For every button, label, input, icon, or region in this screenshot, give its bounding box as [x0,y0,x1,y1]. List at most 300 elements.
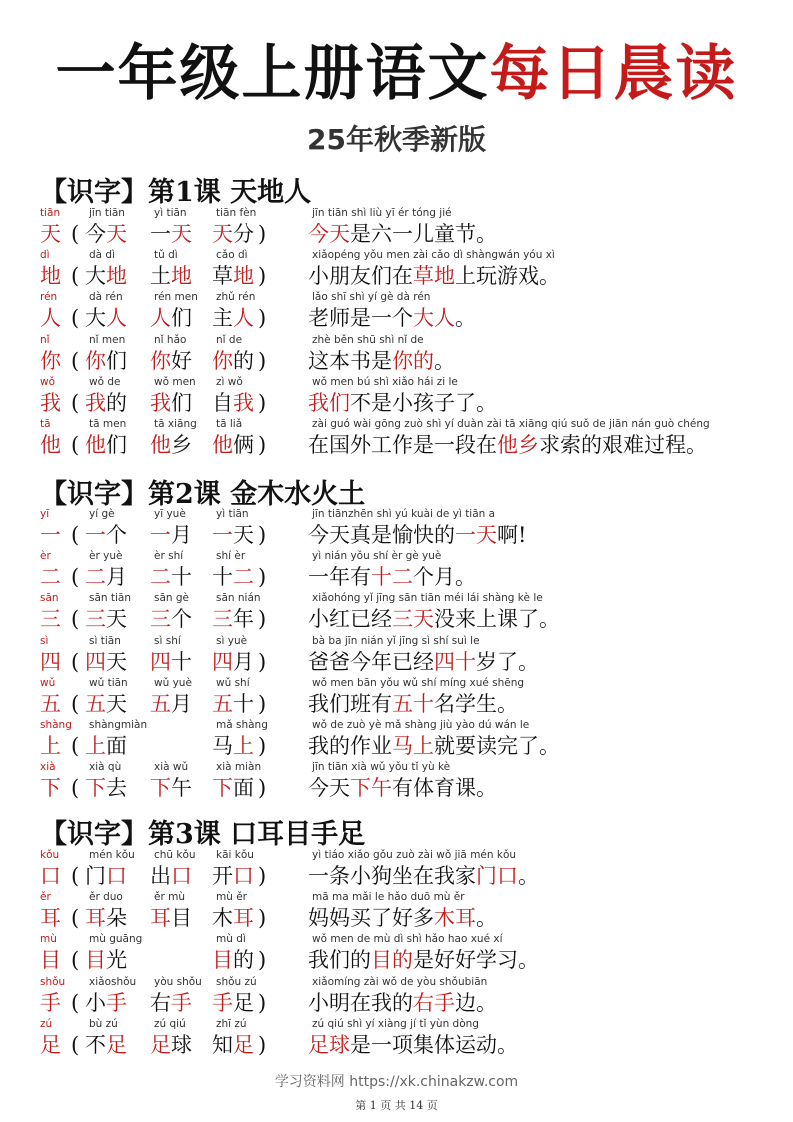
paren-close: ) [258,990,267,1015]
word-char: 大 [85,264,106,289]
word-char: 月 [171,523,192,547]
sentence-pinyin: mā ma mǎi le hǎo duō mù ěr [312,891,465,904]
character-pinyin: rén [40,291,58,304]
word-char: 目 [171,906,192,931]
word-1 [85,347,127,375]
word-2 [150,904,192,932]
word-char: 上 [233,734,254,758]
word-1 [85,521,127,549]
sentence-text: 爸爸今年已经 [308,649,434,674]
paren-open: ( [71,1032,80,1057]
character-row [0,550,793,594]
paren-close: ) [258,565,267,590]
sentence-text: 这本书是 [308,348,392,373]
sentence-text: 今天真是愉快的 [308,523,455,547]
word-char: 十 [171,649,192,674]
character-pinyin: zú [40,1017,53,1030]
word-2 [150,648,192,676]
page-title [0,38,793,110]
word-1 [85,563,127,591]
word-pinyin: tiān fèn [216,207,257,219]
word-pinyin: wǔ yuè [154,676,192,689]
word-char: 地 [106,264,127,289]
word-pinyin: wǒ de [89,375,121,388]
word-pinyin: mén kǒu [89,849,135,861]
word-2 [150,521,192,549]
paren-close: ) [258,348,267,373]
word-pinyin: zhī zú [216,1017,247,1030]
character: 一 [40,523,61,547]
paren-close: ) [258,390,267,415]
character: 你 [40,348,61,373]
sentence-text: 我们的 [308,948,371,973]
character-pinyin: shǒu [40,975,66,988]
word-pinyin: tǔ dì [154,249,178,262]
paren-open: ( [71,948,80,973]
word-char: 十 [233,691,254,716]
footer-website: 学习资料网 https://xk.chinakzw.com [274,1074,519,1090]
word-char: 你 [85,348,106,373]
paren-open: ( [71,264,80,289]
character-pinyin: nǐ [40,333,50,346]
example-sentence [308,989,497,1017]
word-char: 月 [106,565,127,590]
highlighted-word: 十二 [371,565,413,590]
sentence-text: 没来上课了。 [434,607,560,632]
sentence-pinyin: wǒ men bú shì xiǎo hái zi le [312,375,458,388]
word-char: 上 [85,734,106,758]
sentence-text: 。 [434,348,455,373]
sentence-text: 不是小孩子了。 [350,390,497,415]
word-char: 们 [171,390,192,415]
word-char: 分 [233,222,254,246]
character-row [0,719,793,763]
word-3 [212,648,254,676]
sentence-pinyin: yì tiáo xiǎo gǒu zuò zài wǒ jiā mén kǒu [312,849,517,861]
word-char: 四 [85,649,106,674]
sentence-text: 个月。 [413,565,476,590]
paren-close: ) [258,776,267,801]
word-char: 口 [171,864,192,888]
word-2 [150,220,192,248]
word-char: 马 [212,734,233,758]
word-3 [212,904,254,932]
word-char: 的 [233,348,254,373]
word-char: 目 [85,948,106,973]
word-char: 目 [212,948,233,973]
sentence-text: 小红已经 [308,607,392,632]
word-char: 的 [233,948,254,973]
example-sentence [308,605,560,633]
word-pinyin: mù guāng [89,933,143,946]
example-sentence [308,262,560,290]
word-char: 知 [212,1032,233,1057]
paren-close: ) [258,306,267,331]
lesson-heading: 【识字】第2课 金木水火土 [40,479,366,510]
highlighted-word: 右手 [413,990,455,1015]
highlighted-word: 三天 [392,607,434,632]
word-pinyin: cǎo dì [216,249,248,262]
sentence-text: 啊! [497,523,527,547]
character: 天 [40,222,61,246]
word-1 [85,389,127,417]
paren-open: ( [71,734,80,758]
word-pinyin: wǔ tiān [89,676,128,689]
word-char: 他 [150,433,171,457]
word-char: 他 [212,433,233,457]
highlighted-word: 一天 [455,523,497,547]
word-char: 你 [150,348,171,373]
character-row [0,592,793,636]
paren-open: ( [71,864,80,888]
word-char: 四 [212,649,233,674]
sentence-text: 。 [455,306,476,331]
title-part-2: 每日晨读 [489,39,738,109]
sentence-pinyin: xiǎohóng yǐ jīng sān tiān méi lái shàng kè le [312,592,543,605]
character-pinyin: ěr [40,891,51,904]
word-char: 天 [106,691,127,716]
word-pinyin: xiǎoshǒu [89,975,137,988]
word-char: 下 [150,776,171,801]
word-char: 十 [212,565,233,590]
word-char: 右 [150,990,171,1015]
word-pinyin: chū kǒu [154,849,196,861]
word-char: 面 [106,734,127,758]
character: 下 [40,776,61,801]
word-char: 人 [106,306,127,331]
character-pinyin: tiān [40,207,61,219]
character-pinyin: mù [40,933,57,946]
word-pinyin: xià wǔ [154,761,189,774]
sentence-text: 我的作业 [308,734,392,758]
word-pinyin: zì wǒ [216,375,243,388]
highlighted-word: 门口 [476,864,518,888]
word-1 [85,1031,127,1059]
sentence-text: 边。 [455,990,497,1015]
sentence-text: 小明在我的 [308,990,413,1015]
word-2 [150,605,192,633]
word-char: 自 [212,390,233,415]
sentence-pinyin: lǎo shī shì yí gè dà rén [312,291,431,304]
sentence-pinyin: wǒ men de mù dì shì hǎo hao xué xí [312,933,503,946]
word-2 [150,304,192,332]
word-char: 一 [150,222,171,246]
word-1 [85,862,127,890]
paren-open: ( [71,523,80,547]
highlighted-word: 马上 [392,734,434,758]
word-pinyin: ěr duo [89,891,123,904]
word-3 [212,605,254,633]
word-char: 人 [233,306,254,331]
paren-close: ) [258,649,267,674]
paren-open: ( [71,906,80,931]
character: 足 [40,1032,61,1057]
sentence-text: 一条小狗坐在我家 [308,864,476,888]
sentence-pinyin: xiǎopéng yǒu men zài cǎo dì shàngwán yóu xì [312,249,555,262]
character-row [0,891,793,935]
paren-close: ) [258,906,267,931]
word-2 [150,774,192,802]
word-2 [150,347,192,375]
word-1 [85,220,127,248]
title-part-1: 一年级上册语文 [55,39,490,109]
word-char: 球 [171,1032,192,1057]
sentence-pinyin: xiǎomíng zài wǒ de yòu shǒubiān [312,975,488,988]
word-pinyin: xià miàn [216,761,262,774]
sentence-text: 老师是一个 [308,306,413,331]
word-char: 口 [233,864,254,888]
word-char: 不 [85,1032,106,1057]
word-char: 手 [212,990,233,1015]
word-char: 木 [212,906,233,931]
word-pinyin: sān tiān [89,592,132,605]
word-3 [212,304,254,332]
lesson-heading: 【识字】第3课 口耳目手足 [40,819,366,850]
character-row [0,334,793,378]
example-sentence [308,220,497,248]
sentence-pinyin: wǒ de zuò yè mǎ shàng jiù yào dú wán le [312,719,530,731]
character-pinyin: wǒ [40,375,56,388]
word-2 [150,690,192,718]
character-row [0,761,793,805]
word-char: 口 [106,864,127,888]
word-3 [212,732,254,760]
character-row [0,207,793,251]
character-row [0,677,793,721]
word-char: 天 [106,607,127,632]
word-1 [85,648,127,676]
word-char: 朵 [106,906,127,931]
word-pinyin: yī yuè [154,508,186,520]
paren-close: ) [258,433,267,457]
word-char: 们 [106,348,127,373]
character: 我 [40,390,61,415]
character: 耳 [40,906,61,931]
word-char: 主 [212,306,233,331]
word-char: 人 [150,306,171,331]
paren-open: ( [71,306,80,331]
character-pinyin: shàng [40,719,72,731]
word-char: 小 [85,990,106,1015]
example-sentence [308,904,497,932]
word-3 [212,521,254,549]
word-2 [150,989,192,1017]
example-sentence [308,389,497,417]
word-pinyin: sì shí [154,634,181,647]
word-char: 足 [233,1032,254,1057]
word-1 [85,989,127,1017]
example-sentence [308,431,707,459]
character-row [0,508,793,552]
character-row [0,976,793,1020]
example-sentence [308,690,518,718]
word-2 [150,1031,192,1059]
word-pinyin: yí gè [89,508,115,520]
paren-open: ( [71,607,80,632]
sentence-text: 今天 [308,776,350,801]
highlighted-word: 大人 [413,306,455,331]
word-pinyin: shǒu zú [216,975,257,988]
word-pinyin: èr shí [154,550,184,563]
word-pinyin: nǐ hǎo [154,333,187,346]
word-char: 足 [233,990,254,1015]
word-char: 五 [85,691,106,716]
word-1 [85,904,127,932]
character: 地 [40,264,61,289]
word-char: 俩 [233,433,254,457]
paren-close: ) [258,734,267,758]
word-3 [212,563,254,591]
character-pinyin: tā [40,418,51,430]
word-char: 今 [85,222,106,246]
word-char: 三 [85,607,106,632]
sentence-text: 上玩游戏。 [455,264,560,289]
word-char: 我 [150,390,171,415]
paren-close: ) [258,264,267,289]
word-pinyin: mù ěr [216,891,247,904]
word-char: 足 [150,1032,171,1057]
word-char: 去 [106,776,127,801]
highlighted-word: 五十 [392,691,434,716]
word-2 [150,389,192,417]
word-pinyin: shàngmiàn [89,719,148,731]
sentence-pinyin: zài guó wài gōng zuò shì yí duàn zài tā xiāng qiú suǒ de jiān nán guò chéng [312,418,710,430]
highlighted-word: 下午 [350,776,392,801]
word-char: 好 [171,348,192,373]
sentence-pinyin: zú qiú shì yí xiàng jí tǐ yùn dòng [312,1017,479,1030]
sentence-text: 求索的艰难过程。 [539,433,707,457]
word-char: 面 [233,776,254,801]
word-char: 手 [106,990,127,1015]
character: 五 [40,691,61,716]
highlighted-word: 他乡 [497,433,539,457]
character-row [0,291,793,335]
highlighted-word: 今天 [308,222,350,246]
word-pinyin: yì tiān [216,508,249,520]
character-pinyin: yī [40,508,50,520]
word-3 [212,1031,254,1059]
word-char: 个 [106,523,127,547]
word-char: 二 [233,565,254,590]
word-char: 地 [171,264,192,289]
sentence-text: 是好好学习。 [413,948,539,973]
character-row [0,249,793,293]
paren-close: ) [258,1032,267,1057]
paren-open: ( [71,565,80,590]
character-row [0,418,793,462]
word-3 [212,862,254,890]
word-pinyin: zú qiú [154,1017,186,1030]
word-char: 月 [171,691,192,716]
word-char: 一 [85,523,106,547]
word-2 [150,862,192,890]
example-sentence [308,347,455,375]
word-pinyin: èr yuè [89,550,123,563]
word-2 [150,563,192,591]
sentence-text: 妈妈买了好多 [308,906,434,931]
sentence-pinyin: yì nián yǒu shí èr gè yuè [312,550,442,563]
word-pinyin: sān gè [154,592,190,605]
character: 口 [40,864,61,888]
word-1 [85,732,127,760]
word-pinyin: tā xiāng [154,418,197,430]
paren-close: ) [258,691,267,716]
highlighted-word: 足球 [308,1032,350,1057]
example-sentence [308,648,539,676]
character-pinyin: sì [40,634,49,647]
sentence-text: 名学生。 [434,691,518,716]
character-pinyin: kǒu [40,849,60,861]
word-char: 年 [233,607,254,632]
character: 手 [40,990,61,1015]
sentence-text: 是一项集体运动。 [350,1032,518,1057]
word-char: 们 [106,433,127,457]
word-char: 个 [171,607,192,632]
sentence-pinyin: jīn tiān shì liù yī ér tóng jié [312,207,452,219]
word-char: 出 [150,864,171,888]
sentence-text: 在国外工作是一段在 [308,433,497,457]
word-pinyin: ěr mù [154,891,185,904]
sentence-text: 小朋友们在 [308,264,413,289]
sentence-text: 就要读完了。 [434,734,560,758]
example-sentence [308,304,476,332]
highlighted-word: 四十 [434,649,476,674]
word-char: 四 [150,649,171,674]
word-char: 草 [212,264,233,289]
word-1 [85,690,127,718]
word-3 [212,389,254,417]
word-pinyin: kāi kǒu [216,849,254,861]
word-char: 耳 [233,906,254,931]
word-char: 他 [85,433,106,457]
example-sentence [308,732,560,760]
word-char: 三 [212,607,233,632]
paren-close: ) [258,864,267,888]
example-sentence [308,521,526,549]
sentence-pinyin: wǒ men bān yǒu wǔ shí míng xué shēng [312,676,525,689]
highlighted-word: 草地 [413,264,455,289]
word-3 [212,690,254,718]
sentence-pinyin: bà ba jīn nián yǐ jīng sì shí suì le [312,634,480,647]
word-1 [85,262,127,290]
paren-open: ( [71,433,80,457]
paren-open: ( [71,691,80,716]
word-pinyin: xià qù [89,761,122,774]
character-row [0,933,793,977]
word-pinyin: sān nián [216,592,261,605]
word-pinyin: nǐ de [216,333,243,346]
word-pinyin: bù zú [89,1017,118,1030]
character-row [0,1018,793,1062]
example-sentence [308,946,539,974]
word-1 [85,431,127,459]
character: 四 [40,649,61,674]
word-pinyin: dà dì [89,249,116,262]
word-pinyin: mǎ shàng [216,719,268,731]
example-sentence [308,862,539,890]
word-char: 乡 [171,433,192,457]
word-pinyin: sì yuè [216,634,248,647]
word-char: 一 [212,523,233,547]
character-pinyin: sān [40,592,59,605]
paren-close: ) [258,607,267,632]
word-1 [85,774,127,802]
word-pinyin: rén men [154,291,198,304]
word-char: 十 [171,565,192,590]
page-subtitle: 25年秋季新版 [307,123,486,156]
paren-open: ( [71,776,80,801]
word-char: 下 [212,776,233,801]
